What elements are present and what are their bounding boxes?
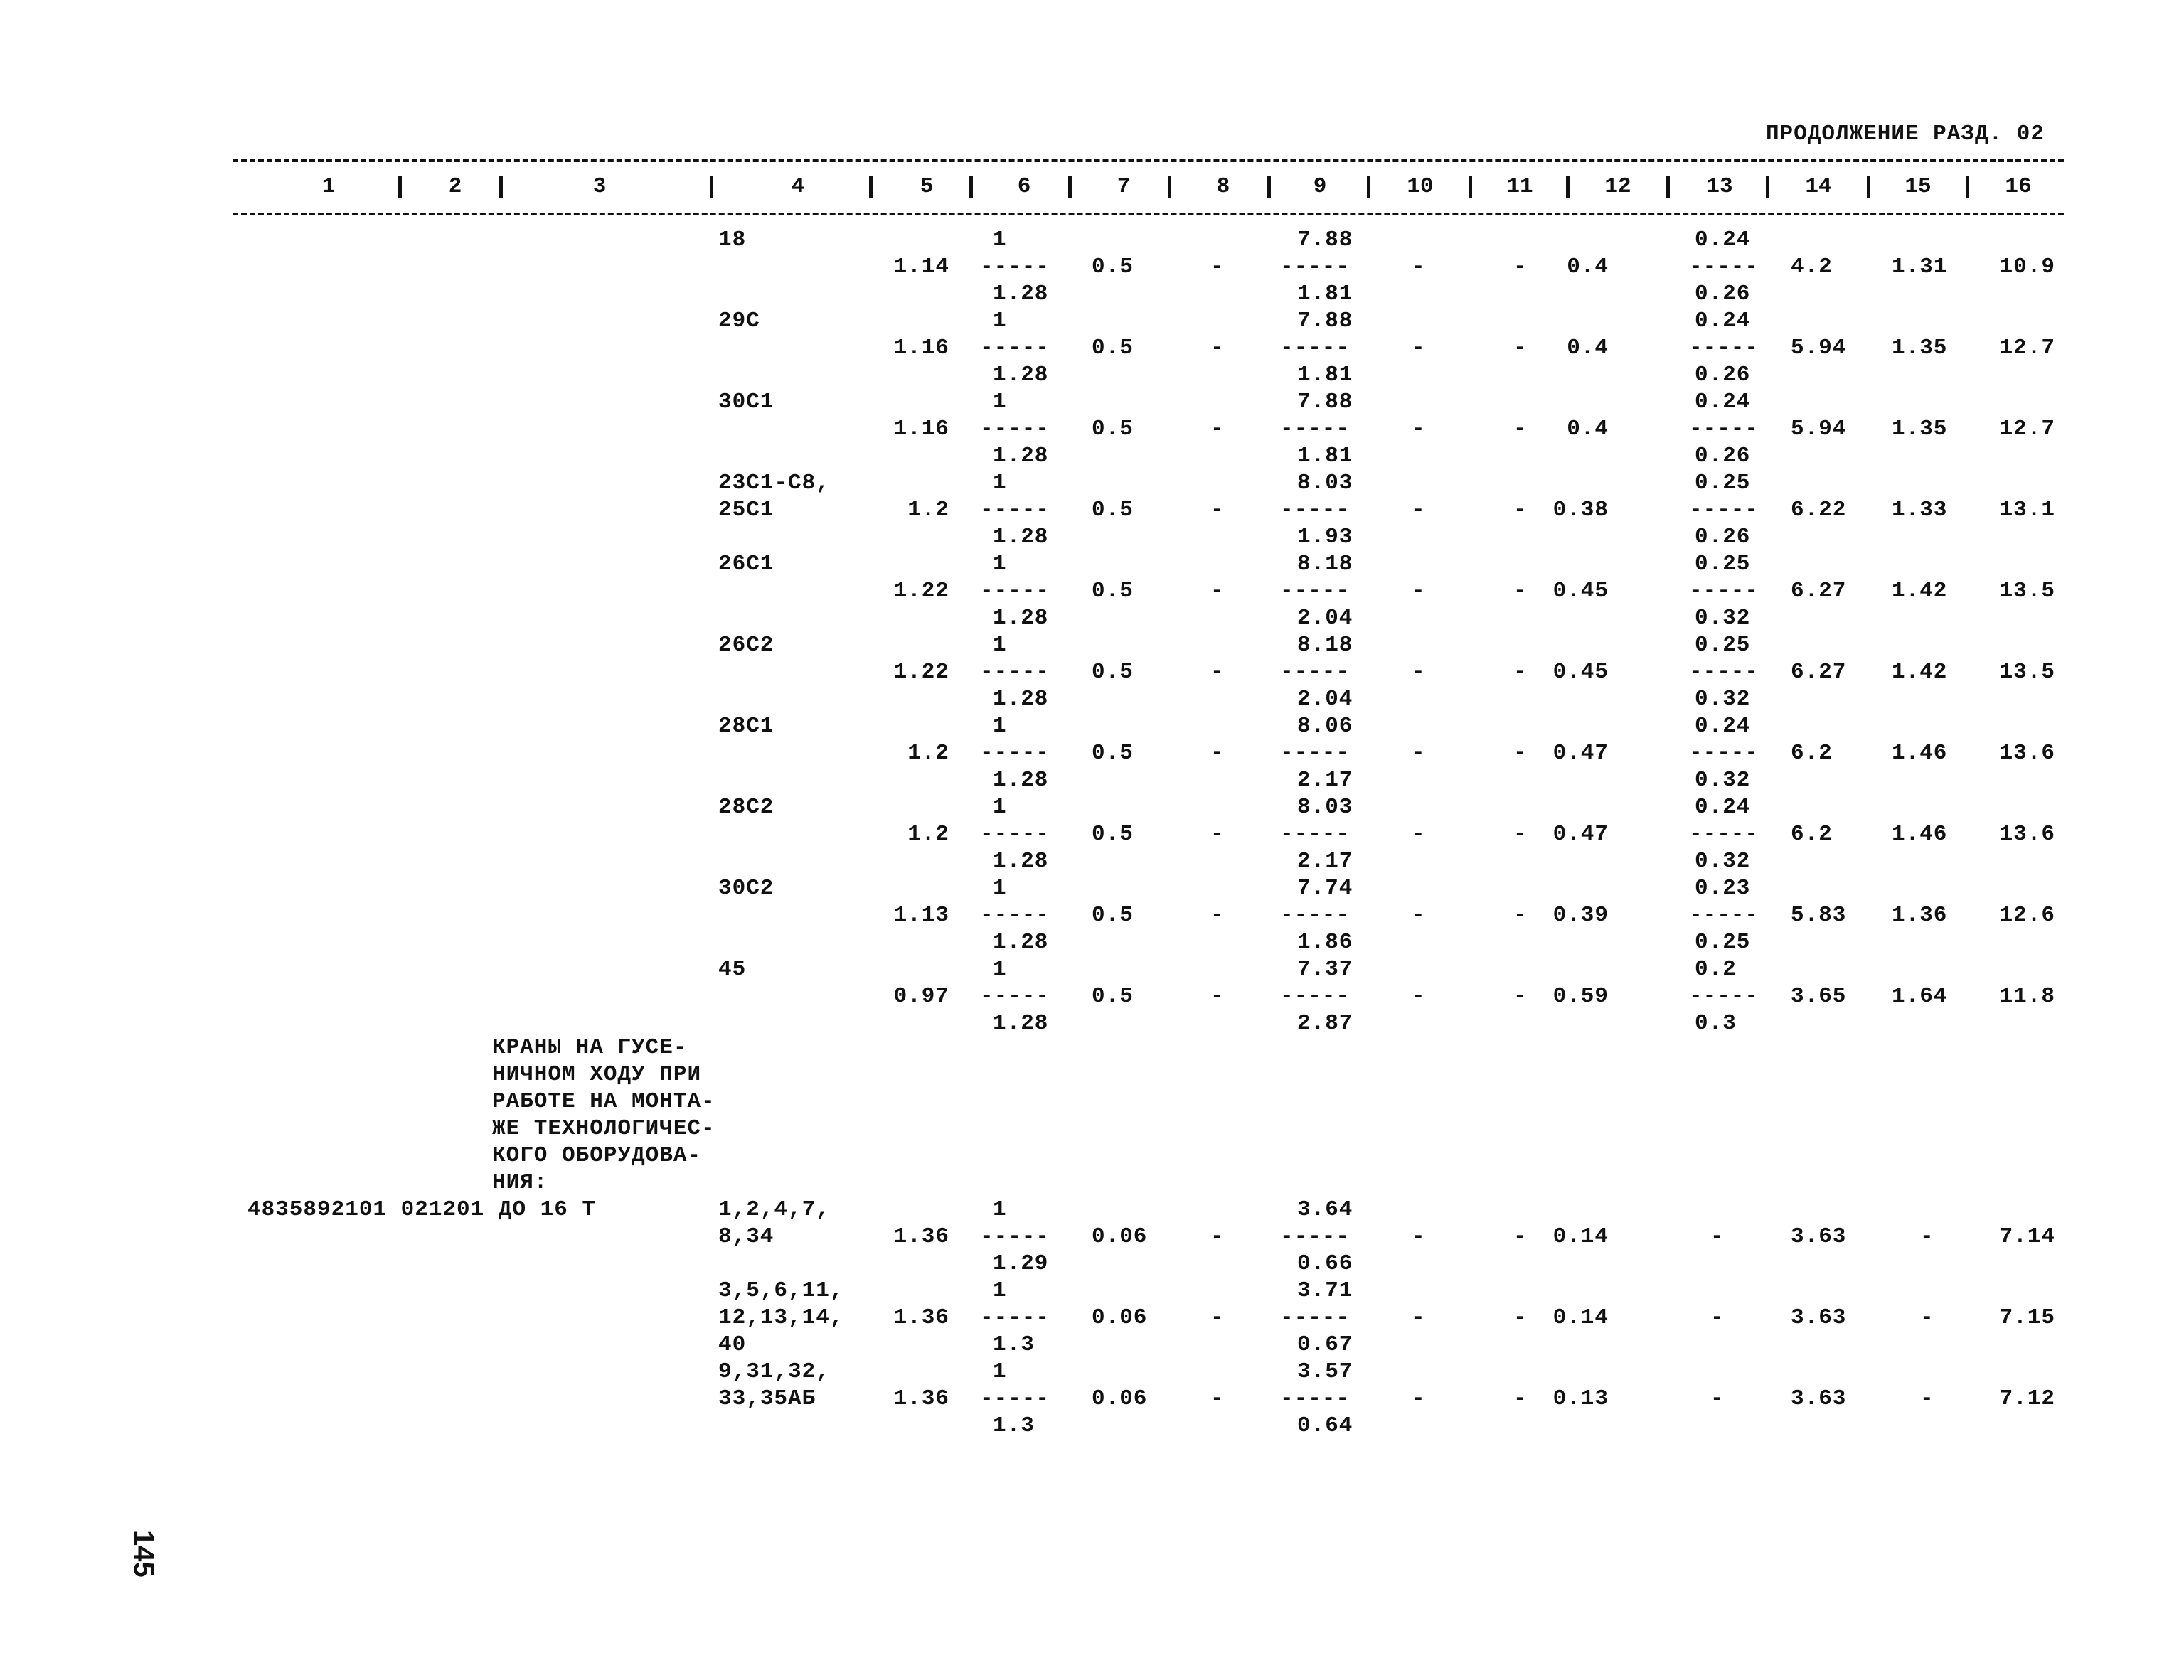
fraction-bar: ----- [980, 417, 1050, 442]
row-label: 18 [718, 228, 747, 252]
section-title-line: КРАНЫ НА ГУСЕ- [492, 1035, 688, 1060]
fraction-bar: ----- [1280, 579, 1351, 604]
cell-col7: 0.5 [1092, 741, 1134, 766]
cell-col15: - [1920, 1386, 1934, 1411]
cell-col11: - [1513, 741, 1528, 766]
cell-col10: - [1412, 417, 1426, 442]
fraction-numerator: 0.25 [1695, 552, 1751, 577]
fraction-denominator: 1.81 [1297, 444, 1353, 469]
fraction-denominator: 1.28 [993, 525, 1049, 550]
cell-col15: 1.33 [1892, 498, 1948, 523]
fraction-bar: ----- [980, 822, 1050, 847]
cell-col5: 0.97 [893, 984, 949, 1009]
cell-col12: 0.14 [1552, 1305, 1609, 1330]
cell-col12: 0.45 [1552, 579, 1609, 604]
cell-col8: - [1210, 822, 1225, 847]
cell-col10: - [1412, 255, 1426, 279]
cell-col16: 13.5 [1999, 579, 2055, 604]
cell-col8: - [1210, 741, 1225, 766]
cell-col5: 1.2 [907, 498, 949, 523]
cell-col11: - [1513, 984, 1528, 1009]
fraction-denominator: 2.04 [1297, 687, 1353, 712]
fraction-bar: ----- [1280, 822, 1351, 847]
cell-col8: - [1210, 903, 1225, 928]
fraction-bar: ----- [1280, 498, 1351, 523]
cell-col8: - [1210, 579, 1225, 604]
cell-col14: 6.2 [1791, 822, 1833, 847]
row-label: 23C1-C8, [718, 471, 830, 496]
fraction-numerator: 8.03 [1297, 795, 1353, 820]
fraction-bar: ----- [980, 1224, 1050, 1249]
fraction-denominator: 0.32 [1695, 849, 1751, 874]
header-separator [1068, 176, 1072, 198]
cell-col14: 3.65 [1791, 984, 1847, 1009]
column-header: 11 [1506, 174, 1533, 199]
header-separator [1566, 176, 1570, 198]
column-header: 14 [1805, 174, 1832, 199]
cell-col12: 0.45 [1552, 660, 1609, 685]
column-header: 1 [321, 174, 336, 199]
code-line: 4835892101 021201 ДО 16 Т [247, 1197, 597, 1222]
cell-col10: - [1412, 1386, 1426, 1411]
cell-col13: - [1710, 1224, 1725, 1249]
fraction-bar: ----- [1689, 498, 1759, 523]
cell-col5: 1.36 [893, 1305, 949, 1330]
cell-col16: 12.7 [1999, 336, 2055, 360]
column-header: 15 [1905, 174, 1932, 199]
row-label: 40 [718, 1332, 747, 1357]
cell-col14: 3.63 [1791, 1224, 1847, 1249]
fraction-numerator: 3.64 [1297, 1197, 1353, 1222]
cell-col15: 1.42 [1892, 660, 1948, 685]
fraction-numerator: 1 [993, 228, 1007, 252]
cell-col5: 1.36 [893, 1386, 949, 1411]
fraction-denominator: 0.32 [1695, 768, 1751, 793]
cell-col15: 1.35 [1892, 417, 1948, 442]
cell-col16: 13.1 [1999, 498, 2055, 523]
section-title-line: РАБОТЕ НА МОНТА- [492, 1089, 715, 1114]
fraction-bar: ----- [1280, 903, 1351, 928]
column-header: 3 [592, 174, 607, 199]
cell-col5: 1.16 [893, 336, 949, 360]
fraction-denominator: 1.28 [993, 363, 1049, 387]
fraction-bar: ----- [1689, 336, 1759, 360]
fraction-denominator: 0.32 [1695, 606, 1751, 631]
fraction-bar: ----- [1689, 984, 1759, 1009]
fraction-denominator: 1.28 [993, 687, 1049, 712]
fraction-numerator: 8.06 [1297, 714, 1353, 739]
header-separator [869, 176, 873, 198]
fraction-denominator: 2.87 [1297, 1011, 1353, 1036]
cell-col10: - [1412, 903, 1426, 928]
cell-col14: 5.94 [1791, 417, 1847, 442]
fraction-numerator: 1 [993, 1359, 1007, 1384]
header-separator [1469, 176, 1472, 198]
fraction-numerator: 1 [993, 876, 1007, 901]
fraction-denominator: 1.81 [1297, 282, 1353, 306]
row-label: 28C1 [718, 714, 774, 739]
header-separator [1966, 176, 1969, 198]
fraction-numerator: 0.24 [1695, 795, 1751, 820]
cell-col7: 0.5 [1092, 822, 1134, 847]
cell-col12: 0.4 [1567, 417, 1609, 442]
fraction-bar: ----- [1689, 660, 1759, 685]
cell-col14: 3.63 [1791, 1386, 1847, 1411]
cell-col5: 1.2 [907, 741, 949, 766]
cell-col15: 1.42 [1892, 579, 1948, 604]
cell-col7: 0.06 [1092, 1386, 1148, 1411]
cell-col7: 0.5 [1092, 336, 1134, 360]
cell-col8: - [1210, 984, 1225, 1009]
cell-col12: 0.38 [1552, 498, 1609, 523]
cell-col15: 1.46 [1892, 822, 1948, 847]
cell-col11: - [1513, 822, 1528, 847]
header-separator [1267, 176, 1271, 198]
cell-col10: - [1412, 1224, 1426, 1249]
header-separator [1168, 176, 1171, 198]
row-label: 30C1 [718, 390, 774, 414]
cell-col11: - [1513, 498, 1528, 523]
fraction-numerator: 7.88 [1297, 228, 1353, 252]
cell-col14: 6.27 [1791, 660, 1847, 685]
cell-col10: - [1412, 822, 1426, 847]
cell-col12: 0.39 [1552, 903, 1609, 928]
fraction-denominator: 1.28 [993, 849, 1049, 874]
cell-col8: - [1210, 417, 1225, 442]
cell-col11: - [1513, 1224, 1528, 1249]
fraction-denominator: 0.26 [1695, 282, 1751, 306]
fraction-denominator: 0.3 [1695, 1011, 1737, 1036]
cell-col11: - [1513, 903, 1528, 928]
cell-col8: - [1210, 1386, 1225, 1411]
fraction-bar: ----- [1280, 1305, 1351, 1330]
fraction-bar: ----- [980, 741, 1050, 766]
cell-col14: 6.22 [1791, 498, 1847, 523]
page-number: 145 [128, 1530, 159, 1578]
cell-col11: - [1513, 660, 1528, 685]
cell-col16: 12.6 [1999, 903, 2055, 928]
cell-col12: 0.47 [1552, 741, 1609, 766]
cell-col12: 0.47 [1552, 822, 1609, 847]
cell-col11: - [1513, 579, 1528, 604]
cell-col10: - [1412, 984, 1426, 1009]
column-header: 10 [1407, 174, 1434, 199]
column-header: 9 [1313, 174, 1327, 199]
cell-col12: 0.13 [1552, 1386, 1609, 1411]
column-header: 8 [1216, 174, 1230, 199]
fraction-bar: ----- [980, 1386, 1050, 1411]
fraction-bar: ----- [1280, 336, 1351, 360]
header-separator [398, 176, 402, 198]
fraction-numerator: 0.24 [1695, 228, 1751, 252]
column-header: 5 [920, 174, 934, 199]
fraction-bar: ----- [980, 984, 1050, 1009]
cell-col12: 0.4 [1567, 255, 1609, 279]
cell-col8: - [1210, 498, 1225, 523]
column-header: 7 [1117, 174, 1131, 199]
fraction-denominator: 0.64 [1297, 1413, 1353, 1438]
cell-col15: 1.64 [1892, 984, 1948, 1009]
cell-col14: 4.2 [1791, 255, 1833, 279]
fraction-numerator: 7.37 [1297, 957, 1353, 982]
row-label: 30C2 [718, 876, 774, 901]
cell-col16: 12.7 [1999, 417, 2055, 442]
cell-col15: - [1920, 1305, 1934, 1330]
cell-col5: 1.16 [893, 417, 949, 442]
fraction-bar: ----- [980, 498, 1050, 523]
fraction-numerator: 1 [993, 390, 1007, 414]
row-label: 1,2,4,7, [718, 1197, 830, 1222]
cell-col5: 1.14 [893, 255, 949, 279]
fraction-denominator: 1.28 [993, 1011, 1049, 1036]
row-label: 3,5,6,11, [718, 1278, 844, 1303]
fraction-numerator: 1 [993, 1197, 1007, 1222]
fraction-numerator: 8.18 [1297, 552, 1353, 577]
cell-col7: 0.5 [1092, 660, 1134, 685]
cell-col15: 1.31 [1892, 255, 1948, 279]
cell-col8: - [1210, 336, 1225, 360]
fraction-bar: ----- [1689, 903, 1759, 928]
fraction-bar: ----- [1280, 660, 1351, 685]
column-header: 12 [1604, 174, 1631, 199]
fraction-denominator: 1.3 [993, 1332, 1035, 1357]
fraction-bar: ----- [1280, 741, 1351, 766]
row-label: 8,34 [718, 1224, 774, 1249]
fraction-denominator: 0.67 [1297, 1332, 1353, 1357]
column-header: 16 [2005, 174, 2032, 199]
header-separator [710, 176, 713, 198]
cell-col14: 3.63 [1791, 1305, 1847, 1330]
fraction-denominator: 1.28 [993, 282, 1049, 306]
fraction-denominator: 1.28 [993, 768, 1049, 793]
fraction-denominator: 0.66 [1297, 1251, 1353, 1276]
fraction-numerator: 1 [993, 309, 1007, 333]
cell-col12: 0.59 [1552, 984, 1609, 1009]
cell-col10: - [1412, 741, 1426, 766]
fraction-bar: ----- [1689, 822, 1759, 847]
fraction-denominator: 0.32 [1695, 687, 1751, 712]
cell-col7: 0.5 [1092, 579, 1134, 604]
section-title-line: НИЧНОМ ХОДУ ПРИ [492, 1062, 702, 1087]
cell-col16: 13.6 [1999, 822, 2055, 847]
fraction-denominator: 2.17 [1297, 849, 1353, 874]
header-separator [1367, 176, 1370, 198]
cell-col16: 7.14 [1999, 1224, 2055, 1249]
fraction-denominator: 1.93 [1297, 525, 1353, 550]
cell-col7: 0.5 [1092, 984, 1134, 1009]
row-label: 25C1 [718, 498, 774, 523]
fraction-bar: ----- [1280, 417, 1351, 442]
fraction-denominator: 0.25 [1695, 930, 1751, 955]
cell-col10: - [1412, 660, 1426, 685]
cell-col8: - [1210, 660, 1225, 685]
cell-col15: - [1920, 1224, 1934, 1249]
fraction-denominator: 1.29 [993, 1251, 1049, 1276]
header-separator [1666, 176, 1670, 198]
cell-col5: 1.22 [893, 660, 949, 685]
fraction-numerator: 8.03 [1297, 471, 1353, 496]
fraction-numerator: 0.25 [1695, 471, 1751, 496]
section-continuation-title: ПРОДОЛЖЕНИЕ РАЗД. 02 [1765, 122, 2045, 146]
column-header: 4 [791, 174, 805, 199]
fraction-denominator: 1.3 [993, 1413, 1035, 1438]
cell-col5: 1.36 [893, 1224, 949, 1249]
fraction-denominator: 0.26 [1695, 363, 1751, 387]
fraction-numerator: 0.23 [1695, 876, 1751, 901]
cell-col11: - [1513, 1386, 1528, 1411]
section-title-line: НИЯ: [492, 1170, 548, 1195]
column-header: 2 [448, 174, 462, 199]
fraction-bar: ----- [1280, 255, 1351, 279]
fraction-numerator: 1 [993, 471, 1007, 496]
fraction-bar: ----- [1689, 579, 1759, 604]
cell-col16: 10.9 [1999, 255, 2055, 279]
fraction-numerator: 1 [993, 714, 1007, 739]
fraction-numerator: 0.2 [1695, 957, 1737, 982]
fraction-bar: ----- [980, 255, 1050, 279]
cell-col14: 5.83 [1791, 903, 1847, 928]
cell-col12: 0.14 [1552, 1224, 1609, 1249]
fraction-bar: ----- [980, 579, 1050, 604]
cell-col16: 7.12 [1999, 1386, 2055, 1411]
fraction-numerator: 1 [993, 795, 1007, 820]
fraction-bar: ----- [980, 660, 1050, 685]
cell-col15: 1.46 [1892, 741, 1948, 766]
fraction-bar: ----- [1280, 984, 1351, 1009]
header-separator [499, 176, 503, 198]
header-bottom-rule [233, 213, 2064, 215]
fraction-numerator: 0.24 [1695, 714, 1751, 739]
fraction-numerator: 8.18 [1297, 633, 1353, 658]
fraction-numerator: 0.24 [1695, 390, 1751, 414]
fraction-denominator: 1.28 [993, 444, 1049, 469]
cell-col15: 1.36 [1892, 903, 1948, 928]
header-top-rule [233, 159, 2064, 162]
fraction-bar: ----- [1689, 255, 1759, 279]
fraction-numerator: 7.88 [1297, 309, 1353, 333]
fraction-numerator: 1 [993, 633, 1007, 658]
cell-col5: 1.22 [893, 579, 949, 604]
row-label: 28C2 [718, 795, 774, 820]
fraction-denominator: 2.04 [1297, 606, 1353, 631]
fraction-numerator: 0.25 [1695, 633, 1751, 658]
cell-col14: 6.27 [1791, 579, 1847, 604]
row-label: 29C [718, 309, 760, 333]
fraction-denominator: 1.81 [1297, 363, 1353, 387]
cell-col7: 0.06 [1092, 1224, 1148, 1249]
cell-col14: 5.94 [1791, 336, 1847, 360]
cell-col8: - [1210, 255, 1225, 279]
cell-col16: 13.5 [1999, 660, 2055, 685]
cell-col16: 7.15 [1999, 1305, 2055, 1330]
fraction-denominator: 1.28 [993, 606, 1049, 631]
fraction-numerator: 1 [993, 957, 1007, 982]
cell-col11: - [1513, 255, 1528, 279]
header-separator [1766, 176, 1769, 198]
fraction-numerator: 3.71 [1297, 1278, 1353, 1303]
cell-col12: 0.4 [1567, 336, 1609, 360]
cell-col7: 0.06 [1092, 1305, 1148, 1330]
fraction-denominator: 0.26 [1695, 444, 1751, 469]
cell-col10: - [1412, 498, 1426, 523]
fraction-numerator: 7.88 [1297, 390, 1353, 414]
fraction-bar: ----- [1280, 1386, 1351, 1411]
fraction-bar: ----- [980, 1305, 1050, 1330]
row-label: 45 [718, 957, 747, 982]
cell-col16: 11.8 [1999, 984, 2055, 1009]
cell-col10: - [1412, 1305, 1426, 1330]
fraction-numerator: 3.57 [1297, 1359, 1353, 1384]
header-separator [969, 176, 973, 198]
fraction-numerator: 1 [993, 1278, 1007, 1303]
cell-col11: - [1513, 417, 1528, 442]
fraction-bar: ----- [1689, 741, 1759, 766]
fraction-denominator: 0.26 [1695, 525, 1751, 550]
row-label: 26C1 [718, 552, 774, 577]
fraction-bar: ----- [1689, 417, 1759, 442]
cell-col10: - [1412, 336, 1426, 360]
row-label: 33,35АБ [718, 1386, 816, 1411]
column-header: 6 [1017, 174, 1031, 199]
fraction-bar: ----- [980, 336, 1050, 360]
cell-col13: - [1710, 1305, 1725, 1330]
cell-col15: 1.35 [1892, 336, 1948, 360]
cell-col7: 0.5 [1092, 498, 1134, 523]
fraction-bar: ----- [980, 903, 1050, 928]
cell-col10: - [1412, 579, 1426, 604]
fraction-bar: ----- [1280, 1224, 1351, 1249]
fraction-denominator: 1.86 [1297, 930, 1353, 955]
fraction-numerator: 1 [993, 552, 1007, 577]
cell-col7: 0.5 [1092, 903, 1134, 928]
column-header: 13 [1706, 174, 1733, 199]
fraction-denominator: 2.17 [1297, 768, 1353, 793]
row-label: 26C2 [718, 633, 774, 658]
fraction-numerator: 0.24 [1695, 309, 1751, 333]
cell-col11: - [1513, 1305, 1528, 1330]
fraction-denominator: 1.28 [993, 930, 1049, 955]
cell-col7: 0.5 [1092, 255, 1134, 279]
cell-col11: - [1513, 336, 1528, 360]
header-separator [1867, 176, 1870, 198]
row-label: 9,31,32, [718, 1359, 830, 1384]
cell-col13: - [1710, 1386, 1725, 1411]
section-title-line: КОГО ОБОРУДОВА- [492, 1143, 702, 1168]
section-title-line: ЖЕ ТЕХНОЛОГИЧЕС- [492, 1116, 715, 1141]
row-label: 12,13,14, [718, 1305, 844, 1330]
cell-col8: - [1210, 1305, 1225, 1330]
cell-col16: 13.6 [1999, 741, 2055, 766]
cell-col8: - [1210, 1224, 1225, 1249]
cell-col5: 1.13 [893, 903, 949, 928]
cell-col7: 0.5 [1092, 417, 1134, 442]
cell-col5: 1.2 [907, 822, 949, 847]
cell-col14: 6.2 [1791, 741, 1833, 766]
fraction-numerator: 7.74 [1297, 876, 1353, 901]
